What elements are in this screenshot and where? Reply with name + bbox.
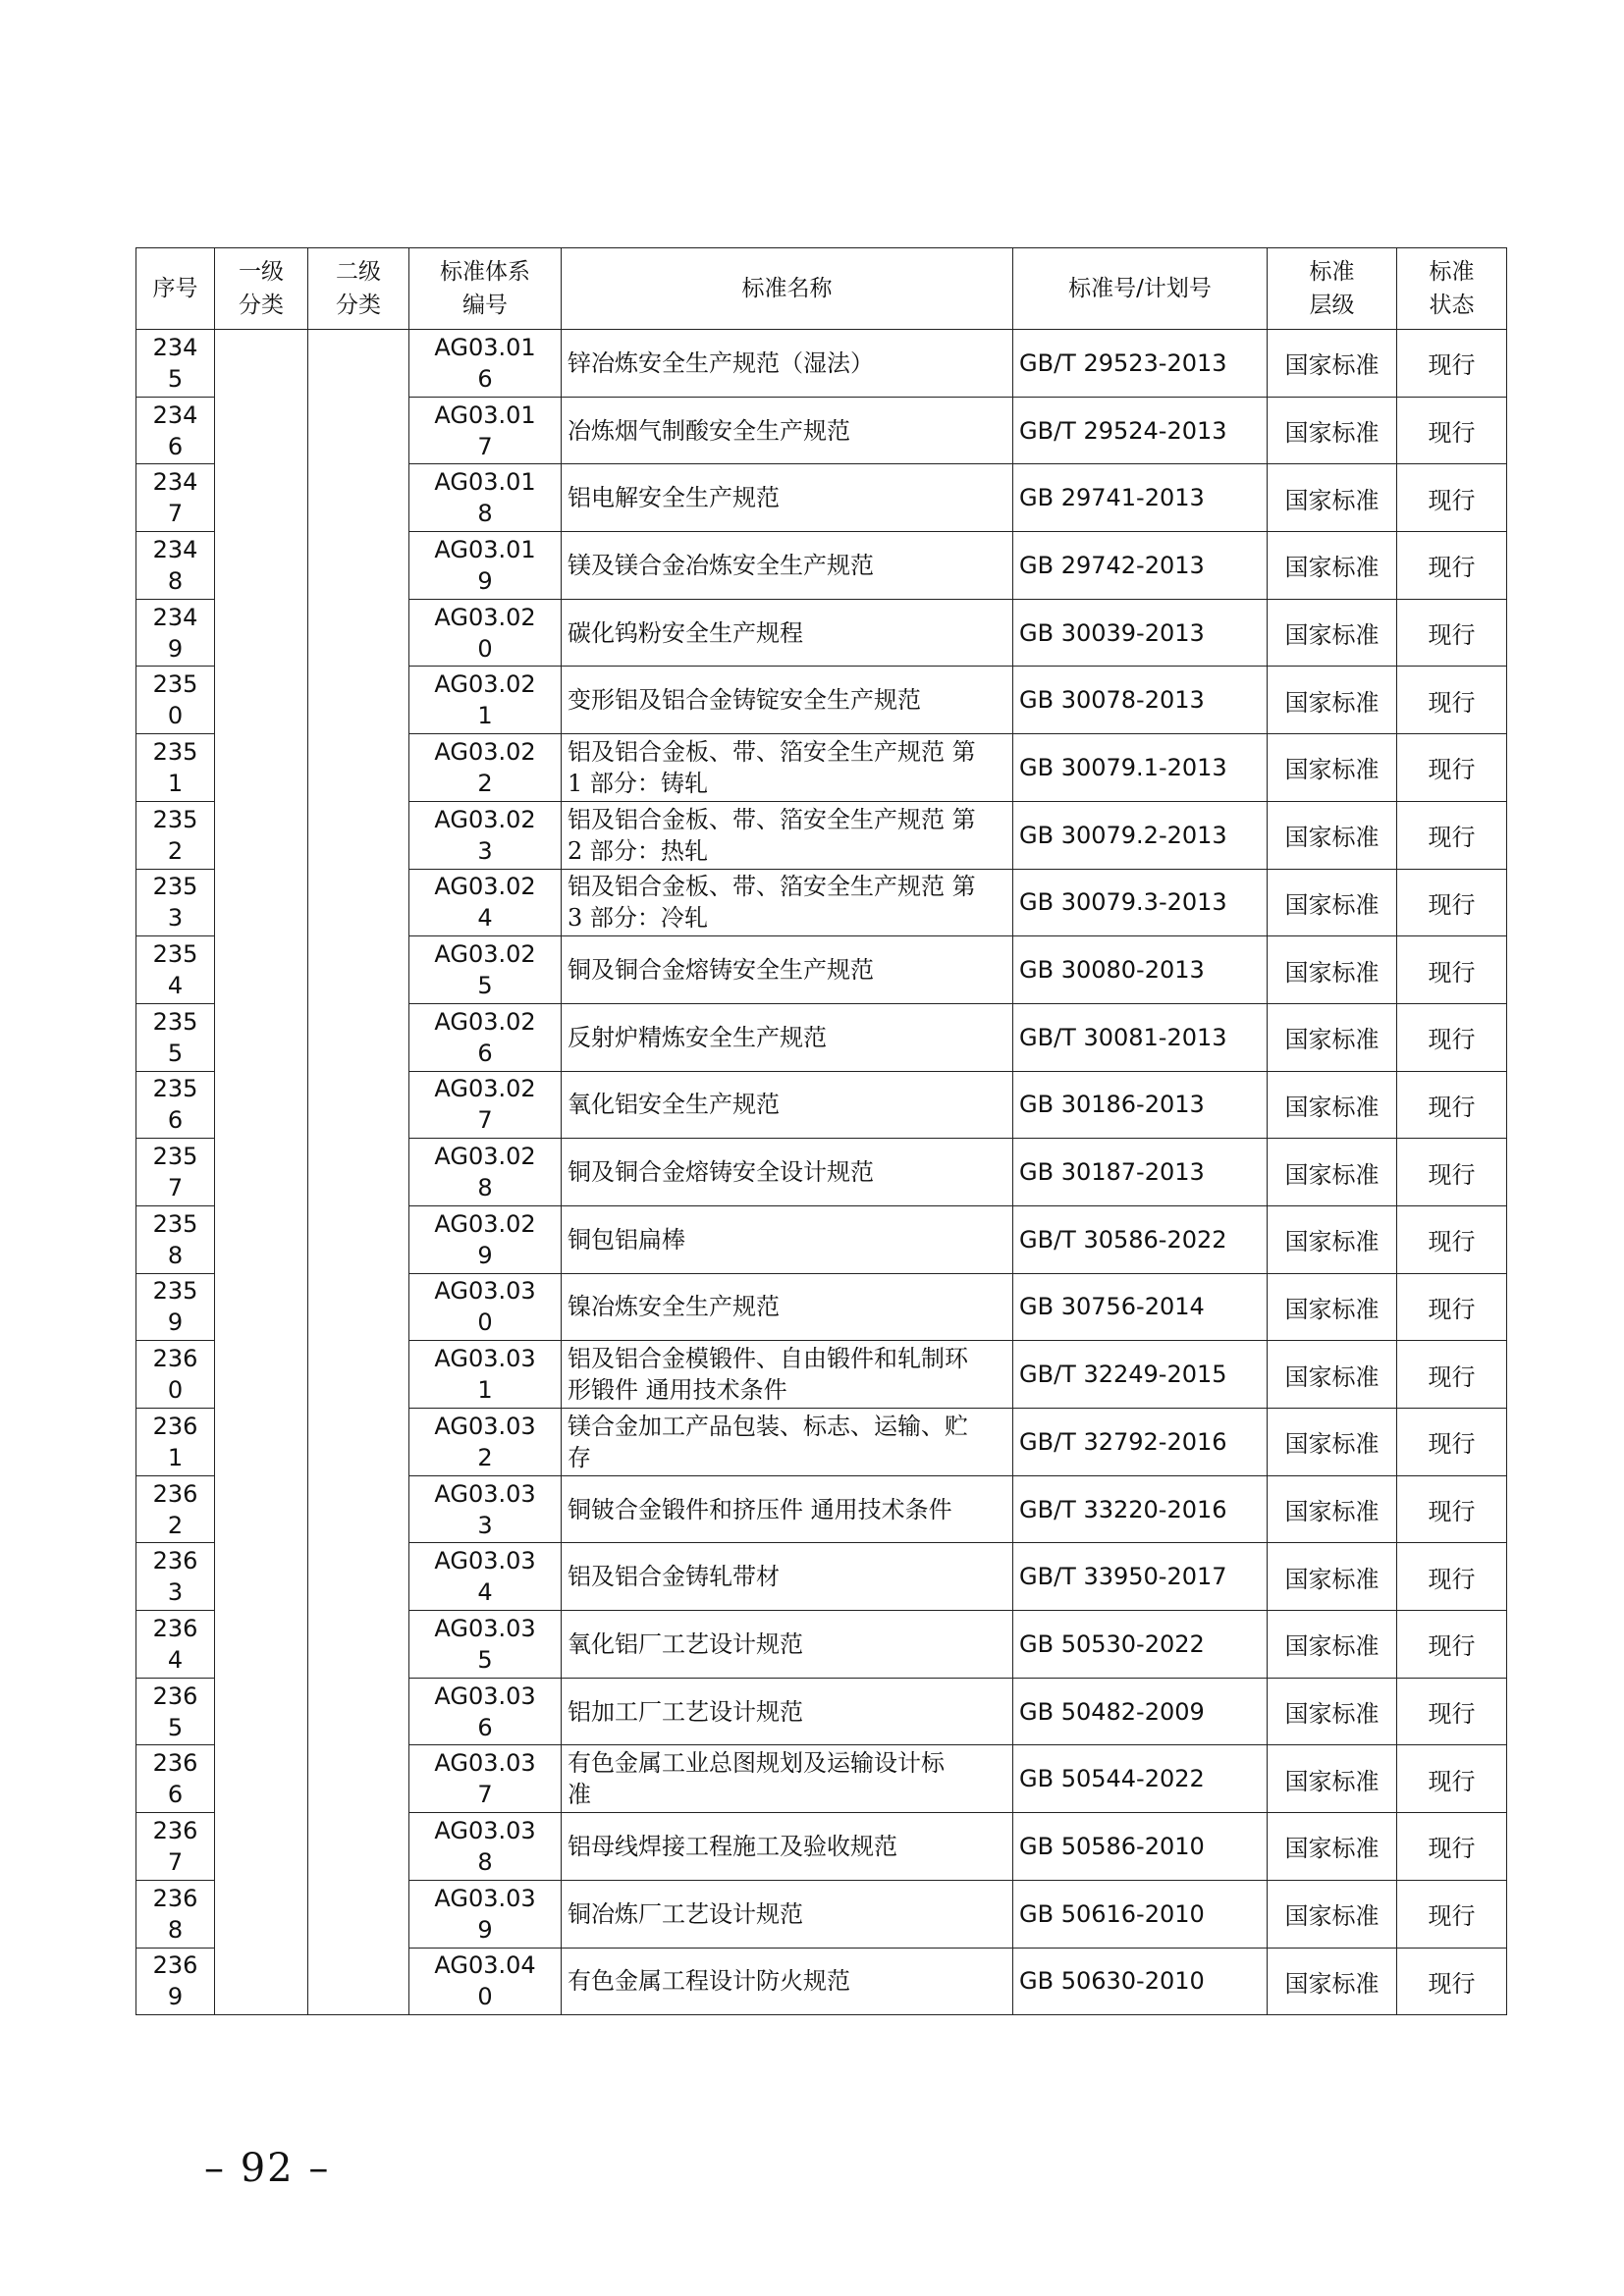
cell-standard-status: 现行: [1397, 1139, 1507, 1206]
cell-line: 1: [167, 769, 184, 797]
cell-line: AG03.02: [434, 1075, 536, 1103]
cell-line: 氧化铝安全生产规范: [568, 1091, 780, 1119]
cell-line: 1: [477, 1376, 493, 1405]
header-standard-number: 标准号/计划号: [1013, 248, 1268, 330]
cell-line: 7: [477, 1781, 493, 1809]
cell-seq: [136, 1611, 215, 1679]
cell-line: AG03.03: [434, 1479, 536, 1508]
cell-standard-level: 国家标准: [1268, 599, 1397, 667]
cell-system-code: [409, 1543, 562, 1611]
cell-standard-name: [562, 1071, 1013, 1139]
cell-seq: [136, 1475, 215, 1543]
cell-line: 235: [152, 737, 198, 766]
cell-system-code: [409, 1813, 562, 1881]
cell-standard-level: 国家标准: [1268, 1475, 1397, 1543]
cell-standard-name: [562, 1341, 1013, 1409]
cell-seq: [136, 599, 215, 667]
cell-system-code: [409, 1003, 562, 1071]
cell-standard-number: GB 50630-2010: [1013, 1948, 1268, 2015]
cell-standard-name: [562, 1745, 1013, 1813]
cell-standard-number: GB/T 33950-2017: [1013, 1543, 1268, 1611]
cell-line: 3: [167, 904, 184, 933]
cell-line: 4: [477, 1578, 493, 1607]
cell-standard-level: 国家标准: [1268, 1205, 1397, 1273]
cell-line: 0: [477, 1983, 493, 2011]
cell-standard-name: [562, 1003, 1013, 1071]
cell-standard-level: 国家标准: [1268, 1948, 1397, 2015]
cell-system-code: [409, 936, 562, 1004]
cell-standard-number: GB/T 32792-2016: [1013, 1409, 1268, 1476]
cell-standard-number: GB 30756-2014: [1013, 1273, 1268, 1341]
cell-system-code: [409, 1475, 562, 1543]
cell-line: 236: [152, 1682, 198, 1710]
cell-system-code: [409, 397, 562, 464]
cell-line: AG03.04: [434, 1951, 536, 1980]
cell-seq: [136, 397, 215, 464]
cell-seq: [136, 464, 215, 532]
cell-line: 235: [152, 940, 198, 969]
cell-line: 铝及铝合金板、带、箔安全生产规范 第: [568, 805, 976, 833]
cell-line: 反射炉精炼安全生产规范: [568, 1023, 827, 1051]
cell-standard-number: GB 50482-2009: [1013, 1678, 1268, 1745]
cell-system-code: [409, 464, 562, 532]
cell-standard-name: [562, 1611, 1013, 1679]
cell-line: 8: [477, 1174, 493, 1202]
cell-standard-level: 国家标准: [1268, 532, 1397, 600]
cell-line: AG03.02: [434, 805, 536, 833]
cell-standard-level: 国家标准: [1268, 1139, 1397, 1206]
cell-standard-status: 现行: [1397, 936, 1507, 1004]
cell-line: 准: [568, 1781, 591, 1809]
cell-standard-number: GB/T 30081-2013: [1013, 1003, 1268, 1071]
cell-standard-number: GB 50530-2022: [1013, 1611, 1268, 1679]
cell-system-code: [409, 1880, 562, 1948]
cell-standard-level: 国家标准: [1268, 1003, 1397, 1071]
cell-standard-name: [562, 1205, 1013, 1273]
cell-line: 9: [167, 1983, 184, 2011]
cell-standard-name: [562, 667, 1013, 734]
cell-line: 3: [477, 836, 493, 865]
cell-line: 236: [152, 1345, 198, 1373]
cell-standard-name: [562, 1409, 1013, 1476]
cell-line: 0: [477, 1308, 493, 1337]
cell-line: 8: [167, 1915, 184, 1944]
cell-line: 镍冶炼安全生产规范: [568, 1293, 780, 1321]
cell-line: 234: [152, 603, 198, 631]
cell-system-code: [409, 532, 562, 600]
cell-system-code: [409, 869, 562, 936]
cell-line: 9: [477, 1915, 493, 1944]
cell-standard-level: 国家标准: [1268, 330, 1397, 398]
cell-line: 9: [477, 566, 493, 595]
cell-line: 7: [167, 1174, 184, 1202]
table-row: [136, 330, 1507, 398]
cell-line: 235: [152, 1075, 198, 1103]
cell-standard-number: GB 30187-2013: [1013, 1139, 1268, 1206]
cell-line: 3: [477, 1511, 493, 1539]
cell-standard-name: [562, 397, 1013, 464]
cell-seq: [136, 1948, 215, 2015]
cell-line: 6: [477, 1713, 493, 1741]
cell-seq: [136, 1139, 215, 1206]
cell-line: 4: [167, 972, 184, 1000]
cell-line: AG03.01: [434, 468, 536, 497]
cell-line: 2: [477, 769, 493, 797]
cell-line: 铝及铝合金铸轧带材: [568, 1563, 780, 1591]
cell-line: 9: [167, 1308, 184, 1337]
cell-standard-name: [562, 1139, 1013, 1206]
cell-line: 236: [152, 1479, 198, 1508]
cell-line: 236: [152, 1884, 198, 1912]
cell-line: AG03.03: [434, 1345, 536, 1373]
cell-line: 234: [152, 400, 198, 429]
cell-line: 2: [167, 836, 184, 865]
cell-standard-name: [562, 1475, 1013, 1543]
cell-line: AG03.02: [434, 1209, 536, 1238]
cell-standard-name: [562, 1273, 1013, 1341]
cell-line: AG03.02: [434, 940, 536, 969]
cell-standard-level: 国家标准: [1268, 1543, 1397, 1611]
cell-line: 变形铝及铝合金铸锭安全生产规范: [568, 686, 921, 715]
cell-standard-status: 现行: [1397, 1341, 1507, 1409]
cell-standard-level: 国家标准: [1268, 1273, 1397, 1341]
cell-line: AG03.03: [434, 1682, 536, 1710]
cell-seq: [136, 1003, 215, 1071]
cell-line: 铝及铝合金模锻件、自由锻件和轧制环: [568, 1345, 968, 1373]
cell-line: AG03.02: [434, 737, 536, 766]
cell-standard-status: 现行: [1397, 464, 1507, 532]
cell-line: AG03.02: [434, 1007, 536, 1036]
cell-line: 1 部分：铸轧: [568, 769, 708, 797]
header-system-code: 标准体系 编号: [409, 248, 562, 330]
cell-standard-number: GB 30078-2013: [1013, 667, 1268, 734]
cell-line: 7: [167, 500, 184, 528]
cell-line: 8: [167, 1241, 184, 1269]
cell-standard-level: 国家标准: [1268, 1813, 1397, 1881]
cell-system-code: [409, 1948, 562, 2015]
cell-line: AG03.03: [434, 1614, 536, 1642]
cell-standard-status: 现行: [1397, 734, 1507, 802]
cell-standard-name: [562, 1880, 1013, 1948]
cell-standard-level: 国家标准: [1268, 397, 1397, 464]
cell-line: AG03.01: [434, 535, 536, 563]
cell-system-code: [409, 599, 562, 667]
cell-line: 氧化铝厂工艺设计规范: [568, 1629, 803, 1658]
cell-line: 镁及镁合金冶炼安全生产规范: [568, 551, 874, 579]
cell-line: 铝加工厂工艺设计规范: [568, 1697, 803, 1726]
cell-system-code: [409, 1341, 562, 1409]
cell-line: 铜铍合金锻件和挤压件 通用技术条件: [568, 1495, 952, 1523]
cell-standard-level: 国家标准: [1268, 1611, 1397, 1679]
cell-line: 铜包铝扁棒: [568, 1225, 685, 1254]
cell-standard-name: [562, 1813, 1013, 1881]
cell-standard-number: GB/T 33220-2016: [1013, 1475, 1268, 1543]
cell-system-code: [409, 1071, 562, 1139]
cell-line: 234: [152, 468, 198, 497]
cell-standard-name: [562, 734, 1013, 802]
cell-seq: [136, 1341, 215, 1409]
cell-standard-name: [562, 1678, 1013, 1745]
cell-line: 6: [167, 1106, 184, 1135]
cell-standard-name: [562, 599, 1013, 667]
cell-line: 有色金属工程设计防火规范: [568, 1967, 850, 1996]
cell-line: 8: [167, 566, 184, 595]
cell-line: 存: [568, 1443, 591, 1471]
header-row: [136, 248, 1507, 330]
cell-standard-name: [562, 1543, 1013, 1611]
cell-line: 5: [477, 972, 493, 1000]
cell-seq: [136, 1409, 215, 1476]
cell-line: 234: [152, 333, 198, 361]
cell-line: 2 部分：热轧: [568, 836, 708, 865]
header-standard-level: 标准 层级: [1268, 248, 1397, 330]
cell-seq: [136, 869, 215, 936]
cell-standard-status: 现行: [1397, 599, 1507, 667]
cell-system-code: [409, 1611, 562, 1679]
cell-standard-name: [562, 330, 1013, 398]
cell-line: AG03.03: [434, 1749, 536, 1778]
cell-line: AG03.03: [434, 1547, 536, 1575]
cell-standard-status: 现行: [1397, 1745, 1507, 1813]
cell-standard-status: 现行: [1397, 1205, 1507, 1273]
cell-system-code: [409, 1678, 562, 1745]
cell-standard-level: 国家标准: [1268, 869, 1397, 936]
cell-line: 6: [477, 1039, 493, 1067]
cell-seq: [136, 1880, 215, 1948]
cell-standard-number: GB 29742-2013: [1013, 532, 1268, 600]
cell-seq: [136, 936, 215, 1004]
cell-line: 236: [152, 1749, 198, 1778]
cell-line: 8: [477, 500, 493, 528]
cell-line: 4: [477, 904, 493, 933]
cell-system-code: [409, 1273, 562, 1341]
cell-line: 235: [152, 1277, 198, 1306]
cell-line: 铜及铜合金熔铸安全生产规范: [568, 956, 874, 985]
cell-line: 235: [152, 805, 198, 833]
cell-line: AG03.03: [434, 1816, 536, 1844]
cell-line: AG03.02: [434, 670, 536, 699]
cell-line: 镁合金加工产品包装、标志、运输、贮: [568, 1412, 968, 1440]
cell-line: AG03.02: [434, 1143, 536, 1171]
cell-standard-name: [562, 801, 1013, 869]
cell-standard-number: GB 50544-2022: [1013, 1745, 1268, 1813]
cell-seq: [136, 1205, 215, 1273]
cell-standard-status: 现行: [1397, 869, 1507, 936]
cell-system-code: [409, 1205, 562, 1273]
cell-system-code: [409, 1139, 562, 1206]
cell-line: 235: [152, 1143, 198, 1171]
cell-line: AG03.01: [434, 333, 536, 361]
cell-line: 0: [477, 634, 493, 663]
cell-standard-status: 现行: [1397, 1948, 1507, 2015]
cell-system-code: [409, 734, 562, 802]
cell-line: AG03.01: [434, 400, 536, 429]
cell-line: 3 部分：冷轧: [568, 904, 708, 933]
cell-line: 6: [167, 1781, 184, 1809]
cell-line: 235: [152, 1209, 198, 1238]
cell-line: 236: [152, 1951, 198, 1980]
cell-seq: [136, 1071, 215, 1139]
cell-standard-number: GB 29741-2013: [1013, 464, 1268, 532]
cell-line: 234: [152, 535, 198, 563]
cell-line: 7: [477, 1106, 493, 1135]
cell-line: 6: [167, 432, 184, 460]
cell-line: AG03.03: [434, 1277, 536, 1306]
cell-standard-status: 现行: [1397, 532, 1507, 600]
header-seq: 序号: [136, 248, 215, 330]
cell-line: 236: [152, 1614, 198, 1642]
cell-standard-level: 国家标准: [1268, 734, 1397, 802]
cell-standard-level: 国家标准: [1268, 936, 1397, 1004]
cell-standard-level: 国家标准: [1268, 1409, 1397, 1476]
cell-seq: [136, 667, 215, 734]
cell-system-code: [409, 330, 562, 398]
cell-standard-status: 现行: [1397, 1273, 1507, 1341]
cell-standard-level: 国家标准: [1268, 801, 1397, 869]
table-body: [136, 330, 1507, 2015]
cell-standard-level: 国家标准: [1268, 1880, 1397, 1948]
cell-line: 9: [167, 634, 184, 663]
cell-line: 锌冶炼安全生产规范（湿法）: [568, 348, 874, 377]
cell-line: 236: [152, 1547, 198, 1575]
cell-standard-number: GB 30079.1-2013: [1013, 734, 1268, 802]
cell-seq: [136, 734, 215, 802]
cell-standard-number: GB 30080-2013: [1013, 936, 1268, 1004]
cell-line: AG03.03: [434, 1884, 536, 1912]
cell-standard-number: GB 30039-2013: [1013, 599, 1268, 667]
cell-line: 236: [152, 1816, 198, 1844]
cell-line: 2: [167, 1511, 184, 1539]
cell-standard-name: [562, 532, 1013, 600]
cell-standard-status: 现行: [1397, 1003, 1507, 1071]
cell-line: 铜及铜合金熔铸安全设计规范: [568, 1158, 874, 1187]
header-level2-category: 二级 分类: [308, 248, 409, 330]
cell-line: AG03.02: [434, 603, 536, 631]
cell-standard-status: 现行: [1397, 801, 1507, 869]
cell-standard-status: 现行: [1397, 1880, 1507, 1948]
cell-line: 碳化钨粉安全生产规程: [568, 618, 803, 647]
cell-line: 1: [167, 1443, 184, 1471]
cell-standard-level: 国家标准: [1268, 667, 1397, 734]
cell-line: 有色金属工业总图规划及运输设计标: [568, 1749, 945, 1778]
cell-line: 0: [167, 1376, 184, 1405]
cell-standard-number: GB/T 29524-2013: [1013, 397, 1268, 464]
cell-standard-name: [562, 869, 1013, 936]
cell-line: 7: [477, 432, 493, 460]
cell-standard-status: 现行: [1397, 1475, 1507, 1543]
cell-standard-level: 国家标准: [1268, 1745, 1397, 1813]
cell-system-code: [409, 801, 562, 869]
cell-system-code: [409, 667, 562, 734]
page-number: – 92 –: [204, 2146, 331, 2191]
cell-system-code: [409, 1409, 562, 1476]
cell-line: 铝及铝合金板、带、箔安全生产规范 第: [568, 873, 976, 901]
cell-line: 形锻件 通用技术条件: [568, 1376, 787, 1405]
cell-line: AG03.02: [434, 873, 536, 901]
cell-line: 5: [477, 1645, 493, 1674]
cell-line: 铜冶炼厂工艺设计规范: [568, 1899, 803, 1928]
cell-standard-number: GB/T 30586-2022: [1013, 1205, 1268, 1273]
cell-standard-number: GB/T 29523-2013: [1013, 330, 1268, 398]
header-level1-category: 一级 分类: [215, 248, 308, 330]
header-standard-name: 标准名称: [562, 248, 1013, 330]
cell-standard-level: 国家标准: [1268, 1678, 1397, 1745]
cell-seq: [136, 1813, 215, 1881]
cell-standard-level: 国家标准: [1268, 464, 1397, 532]
cell-standard-number: GB 50586-2010: [1013, 1813, 1268, 1881]
cell-standard-status: 现行: [1397, 1409, 1507, 1476]
cell-seq: [136, 801, 215, 869]
cell-seq: [136, 330, 215, 398]
cell-standard-status: 现行: [1397, 1813, 1507, 1881]
cell-standard-level: 国家标准: [1268, 1071, 1397, 1139]
cell-standard-status: 现行: [1397, 330, 1507, 398]
cell-standard-number: GB 50616-2010: [1013, 1880, 1268, 1948]
cell-line: 2: [477, 1443, 493, 1471]
cell-line: 7: [167, 1847, 184, 1876]
cell-line: 铝母线焊接工程施工及验收规范: [568, 1832, 897, 1860]
cell-seq: [136, 532, 215, 600]
cell-line: 铝电解安全生产规范: [568, 484, 780, 512]
standards-table: [135, 247, 1507, 2015]
cell-standard-name: [562, 936, 1013, 1004]
cell-standard-status: 现行: [1397, 1071, 1507, 1139]
cell-standard-status: 现行: [1397, 1543, 1507, 1611]
cell-line: 5: [167, 1039, 184, 1067]
cell-standard-status: 现行: [1397, 667, 1507, 734]
cell-line: 5: [167, 1713, 184, 1741]
header-standard-status: 标准 状态: [1397, 248, 1507, 330]
cell-standard-status: 现行: [1397, 1611, 1507, 1679]
cell-system-code: [409, 1745, 562, 1813]
cell-standard-level: 国家标准: [1268, 1341, 1397, 1409]
cell-seq: [136, 1745, 215, 1813]
cell-line: 9: [477, 1241, 493, 1269]
cell-line: 5: [167, 364, 184, 393]
cell-line: 0: [167, 702, 184, 730]
cell-standard-name: [562, 1948, 1013, 2015]
cell-standard-name: [562, 464, 1013, 532]
cell-seq: [136, 1273, 215, 1341]
cell-line: 235: [152, 1007, 198, 1036]
cell-line: 1: [477, 702, 493, 730]
cell-line: 236: [152, 1412, 198, 1440]
cell-line: 235: [152, 670, 198, 699]
cell-level1-category: [215, 330, 308, 2015]
cell-seq: [136, 1543, 215, 1611]
cell-level2-category: [308, 330, 409, 2015]
cell-standard-number: GB 30079.3-2013: [1013, 869, 1268, 936]
cell-standard-status: 现行: [1397, 397, 1507, 464]
cell-standard-status: 现行: [1397, 1678, 1507, 1745]
cell-seq: [136, 1678, 215, 1745]
cell-line: 8: [477, 1847, 493, 1876]
cell-standard-number: GB 30186-2013: [1013, 1071, 1268, 1139]
cell-line: 6: [477, 364, 493, 393]
cell-line: 235: [152, 873, 198, 901]
cell-line: 3: [167, 1578, 184, 1607]
cell-line: 4: [167, 1645, 184, 1674]
cell-line: 冶炼烟气制酸安全生产规范: [568, 416, 850, 445]
cell-standard-number: GB 30079.2-2013: [1013, 801, 1268, 869]
cell-standard-number: GB/T 32249-2015: [1013, 1341, 1268, 1409]
cell-line: 铝及铝合金板、带、箔安全生产规范 第: [568, 737, 976, 766]
cell-line: AG03.03: [434, 1412, 536, 1440]
